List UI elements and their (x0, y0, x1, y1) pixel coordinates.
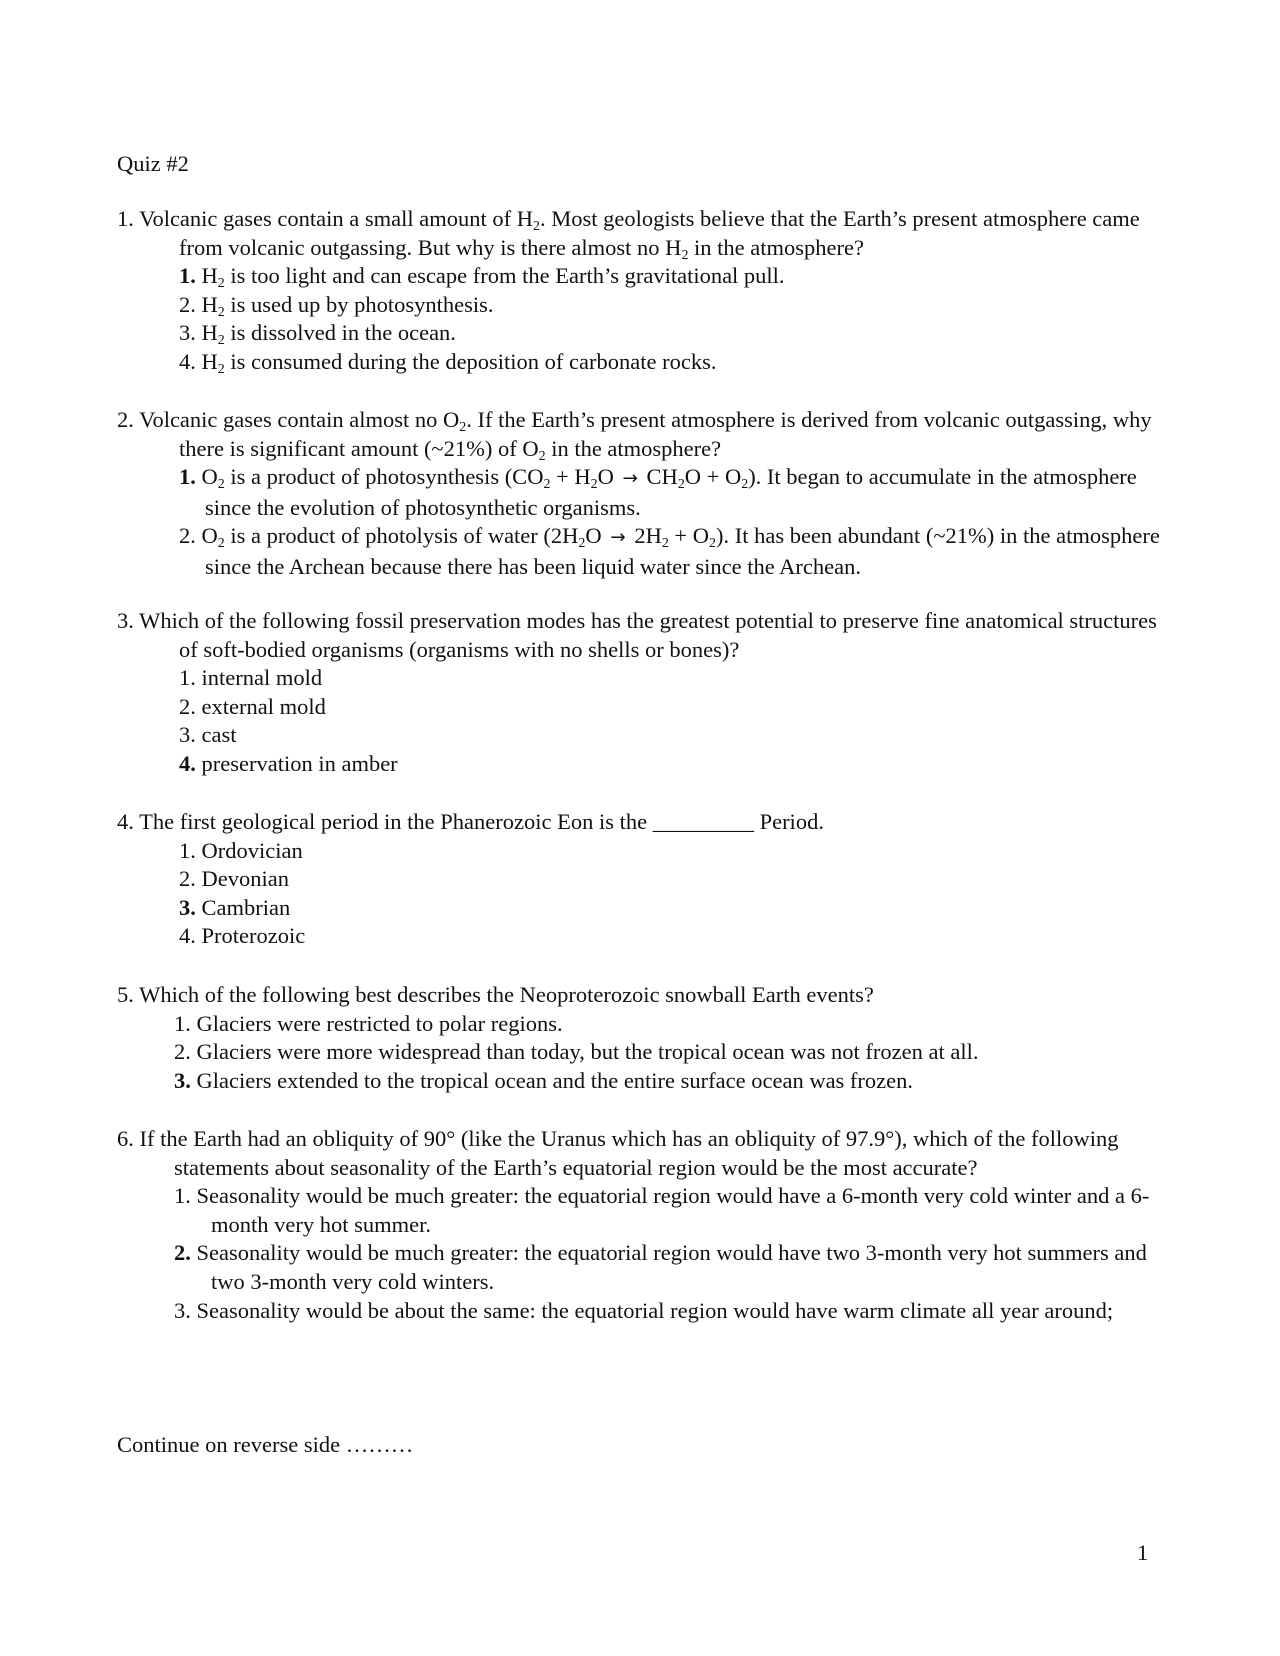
answer-option: 1. Seasonality would be much greater: the equatorial region would have a 6-month very cold winter and a 6-month very hot summer. (174, 1183, 1150, 1237)
answer-option: 2. $H_2$ is used up by photosynthesis. (179, 291, 494, 320)
question-3 (117, 607, 1177, 779)
answer-option: 3. $H_2$ is dissolved in the ocean. (179, 320, 456, 349)
answer-option: 2. Glaciers were more widespread than today, but the tropical ocean was not frozen at all. (174, 1039, 979, 1065)
answer-option: 1. internal mold (179, 665, 323, 691)
question-4 (117, 808, 1177, 951)
question-stem: 3. Which of the following fossil preservation modes has the greatest potential to preserve fine anatomical structures of soft-bodied organisms (organisms with no shells or bones)? (117, 608, 1157, 662)
answer-option: 4. preservation in amber (179, 750, 398, 776)
question-stem: 2. Volcanic gases contain almost no $O_2$. If the Earth’s present atmosphere is derived from volcanic outgassing, why there is significant amount (~21%) of $O_2$ in the atmosphere? (117, 407, 1152, 464)
answer-option: 3. Cambrian (179, 894, 291, 920)
answer-option: 2. Seasonality would be much greater: the equatorial region would have two 3-month very hot summers and two 3-month very cold winters. (174, 1240, 1147, 1294)
answer-option: 2. $O_2$ is a product of photolysis of water $(2H_2O \to 2H_2 + O_2)$. It has been abundant (~21%) in the atmosphere since the Archean because there has been liquid water since the Archean. (179, 523, 1160, 579)
question-2 (117, 406, 1177, 582)
answer-option: 1. Glaciers were restricted to polar regions. (174, 1010, 563, 1036)
arrow-icon: → (610, 527, 626, 549)
answer-option: 2. external mold (179, 693, 326, 719)
question-stem: 6. If the Earth had an obliquity of 90° (like the Uranus which has an obliquity of 97.9°), which of the following statements about seasonality of the Earth’s equatorial region would be the most accurate? (117, 1126, 1119, 1180)
answer-option: 1. $H_2$ is too light and can escape from the Earth’s gravitational pull. (179, 263, 785, 292)
continue-note: Continue on reverse side ……… (117, 1432, 414, 1457)
answer-option: 4. Proterozoic (179, 923, 306, 949)
question-stem: 5. Which of the following best describes the Neoproterozoic snowball Earth events? (117, 982, 874, 1007)
answer-option: 2. Devonian (179, 866, 289, 892)
answer-option: 3. Glaciers extended to the tropical ocean and the entire surface ocean was frozen. (174, 1067, 914, 1093)
answer-option: 1. Ordovician (179, 837, 303, 863)
page-title: Quiz #2 (117, 151, 189, 176)
question-stem: 4. The first geological period in the Phanerozoic Eon is the _________ Period. (117, 809, 824, 834)
question-stem: 1. Volcanic gases contain a small amount of $H_2$. Most geologists believe that the Earth’s present atmosphere came from volcanic outgassing. But why is there almost no $H_2$ in the atmosphere? (117, 206, 1140, 263)
question-5 (117, 981, 1177, 1095)
answer-option: 3. Seasonality would be about the same: the equatorial region would have warm climate all year around; (174, 1297, 1114, 1323)
answer-option: 1. $O_2$ is a product of photosynthesis $(CO_2 + H_2O \to CH_2O + O_2)$. It began to accumulate in the atmosphere since the evolution of photosynthetic organisms. (179, 464, 1137, 520)
question-6 (117, 1125, 1177, 1325)
answer-option: 4. $H_2$ is consumed during the deposition of carbonate rocks. (179, 348, 717, 378)
page-number: 1 (1137, 1540, 1149, 1565)
answer-option: 3. cast (179, 722, 237, 748)
arrow-icon: → (622, 468, 638, 490)
question-1 (117, 205, 1177, 377)
